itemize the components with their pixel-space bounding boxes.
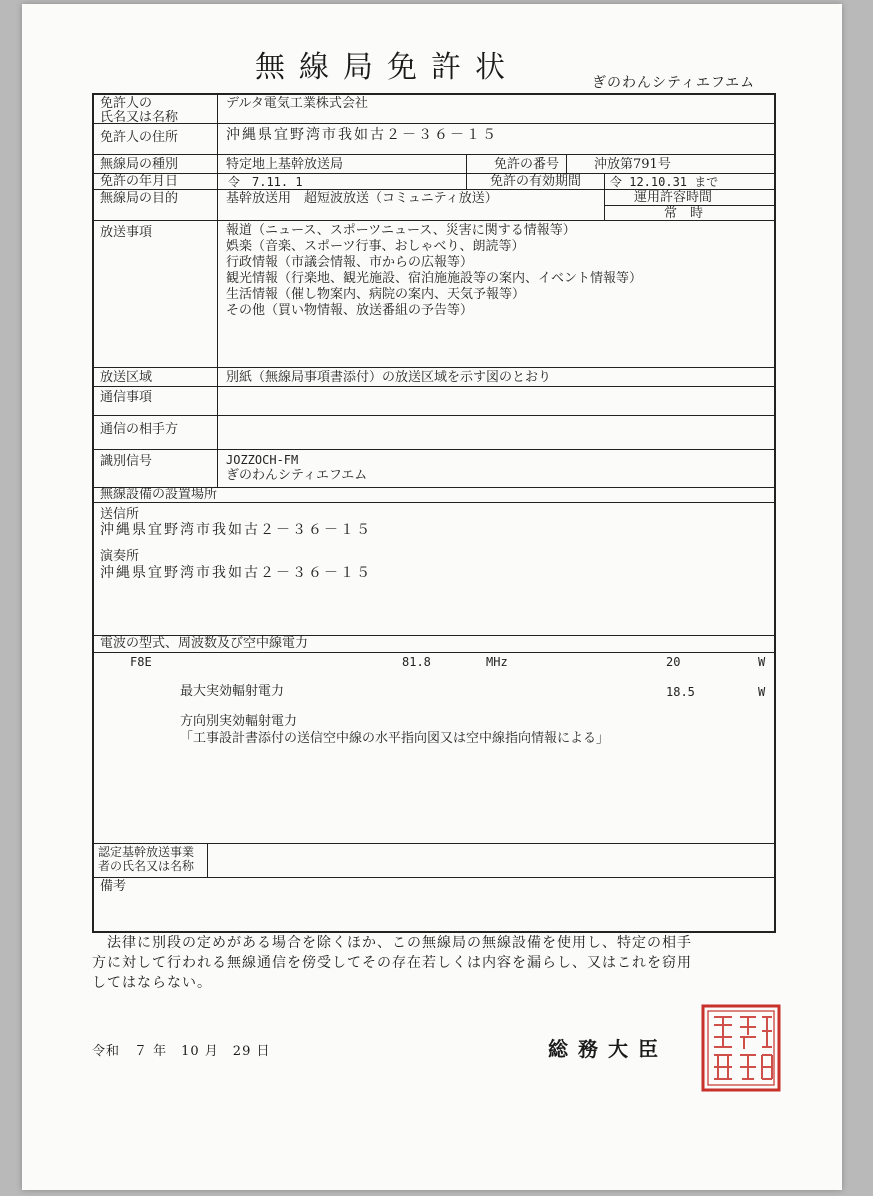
validity-label: 免許の有効期間 [490,174,582,189]
issue-date: 令和 ７ 年 10 月 29 日 [92,1044,271,1059]
broadcast-items-label: 放送事項 [100,225,153,240]
broadcast-item: 報道（ニュース、スポーツニュース、災害に関する情報等） [226,223,576,238]
transmitter-label: 送信所 [100,507,140,522]
broadcast-area-label: 放送区域 [100,370,153,385]
legal-notice: 法律に別段の定めがある場合を除くほか、この無線局の無線設備を使用し、特定の相手 方に対して行われる無線通信を傍受してその存在若しくは内容を漏らし、又はこれを窃用 してはならない。 [92,935,692,991]
broadcast-item: 観光情報（行楽地、観光施設、宿泊施施設等の案内、イベント情報等） [226,271,643,286]
license-table [92,93,776,933]
transmitter-address: 沖縄県宜野湾市我如古２－３６－１５ [100,522,372,538]
licensee-name-label: 免許人の 氏名又は名称 [100,96,179,125]
broadcast-item: 生活情報（催し物案内、病院の案内、天気予報等） [226,287,526,302]
license-number: 沖放第791号 [594,157,671,172]
purpose-label: 無線局の目的 [100,191,179,206]
broadcast-item: 娯楽（音楽、スポーツ行事、おしゃべり、朗読等） [226,239,525,254]
erp-unit: W [758,685,766,699]
studio-label: 演奏所 [100,549,140,564]
licensee-address: 沖縄県宜野湾市我如古２－３６－１５ [226,127,498,143]
directional-erp: 「工事設計書添付の送信空中線の水平指向図又は空中線指向情報による」 [180,731,610,746]
validity: 令 12.10.31 まで [610,175,719,189]
license-number-label: 免許の番号 [494,157,560,172]
installation-label: 無線設備の設置場所 [100,487,218,502]
license-date: 令 7.11. 1 [228,175,303,189]
issuer-name: 総務大臣 [548,1037,668,1061]
licensee-address-label: 免許人の住所 [100,130,179,145]
call-sign-label: 識別信号 [100,454,153,469]
broadcast-item: その他（買い物情報、放送番組の予告等） [226,303,474,318]
communication-partner-label: 通信の相手方 [100,422,179,437]
station-name-header: ぎのわんシティエフエム [592,75,756,91]
certified-operator-label: 認定基幹放送事業 者の氏名又は名称 [98,845,195,873]
broadcast-items-list [226,223,642,319]
power-unit: W [758,655,766,669]
document-title: 無線局免許状 [255,50,519,85]
station-type-label: 無線局の種別 [100,157,179,172]
call-sign-name: ぎのわんシティエフエム [226,468,368,483]
erp-label: 最大実効輻射電力 [180,684,285,699]
operating-hours: 常 時 [664,206,704,221]
license-date-label: 免許の年月日 [100,174,179,189]
frequency-unit: MHz [486,655,508,669]
directional-erp-label: 方向別実効輻射電力 [180,714,298,729]
official-seal-icon [700,1003,782,1093]
communication-items-label: 通信事項 [100,390,153,405]
operating-hours-label: 運用許容時間 [634,190,713,205]
licensee-name: デルタ電気工業株式会社 [226,96,368,111]
station-type: 特定地上基幹放送局 [226,157,344,172]
studio-address: 沖縄県宜野湾市我如古２－３６－１５ [100,565,372,581]
call-sign: JOZZOCH-FM [226,453,299,467]
remarks-label: 備考 [100,879,127,894]
erp: 18.5 [666,685,695,699]
emission-label: 電波の型式、周波数及び空中線電力 [100,636,309,651]
power: 20 [666,655,681,669]
broadcast-item: 行政情報（市議会情報、市からの広報等） [226,255,474,270]
purpose: 基幹放送用 超短波放送（コミュニティ放送） [226,191,498,206]
broadcast-area: 別紙（無線局事項書添付）の放送区域を示す図のとおり [226,370,552,385]
frequency: 81.8 [402,655,431,669]
emission-type: F8E [130,655,152,669]
